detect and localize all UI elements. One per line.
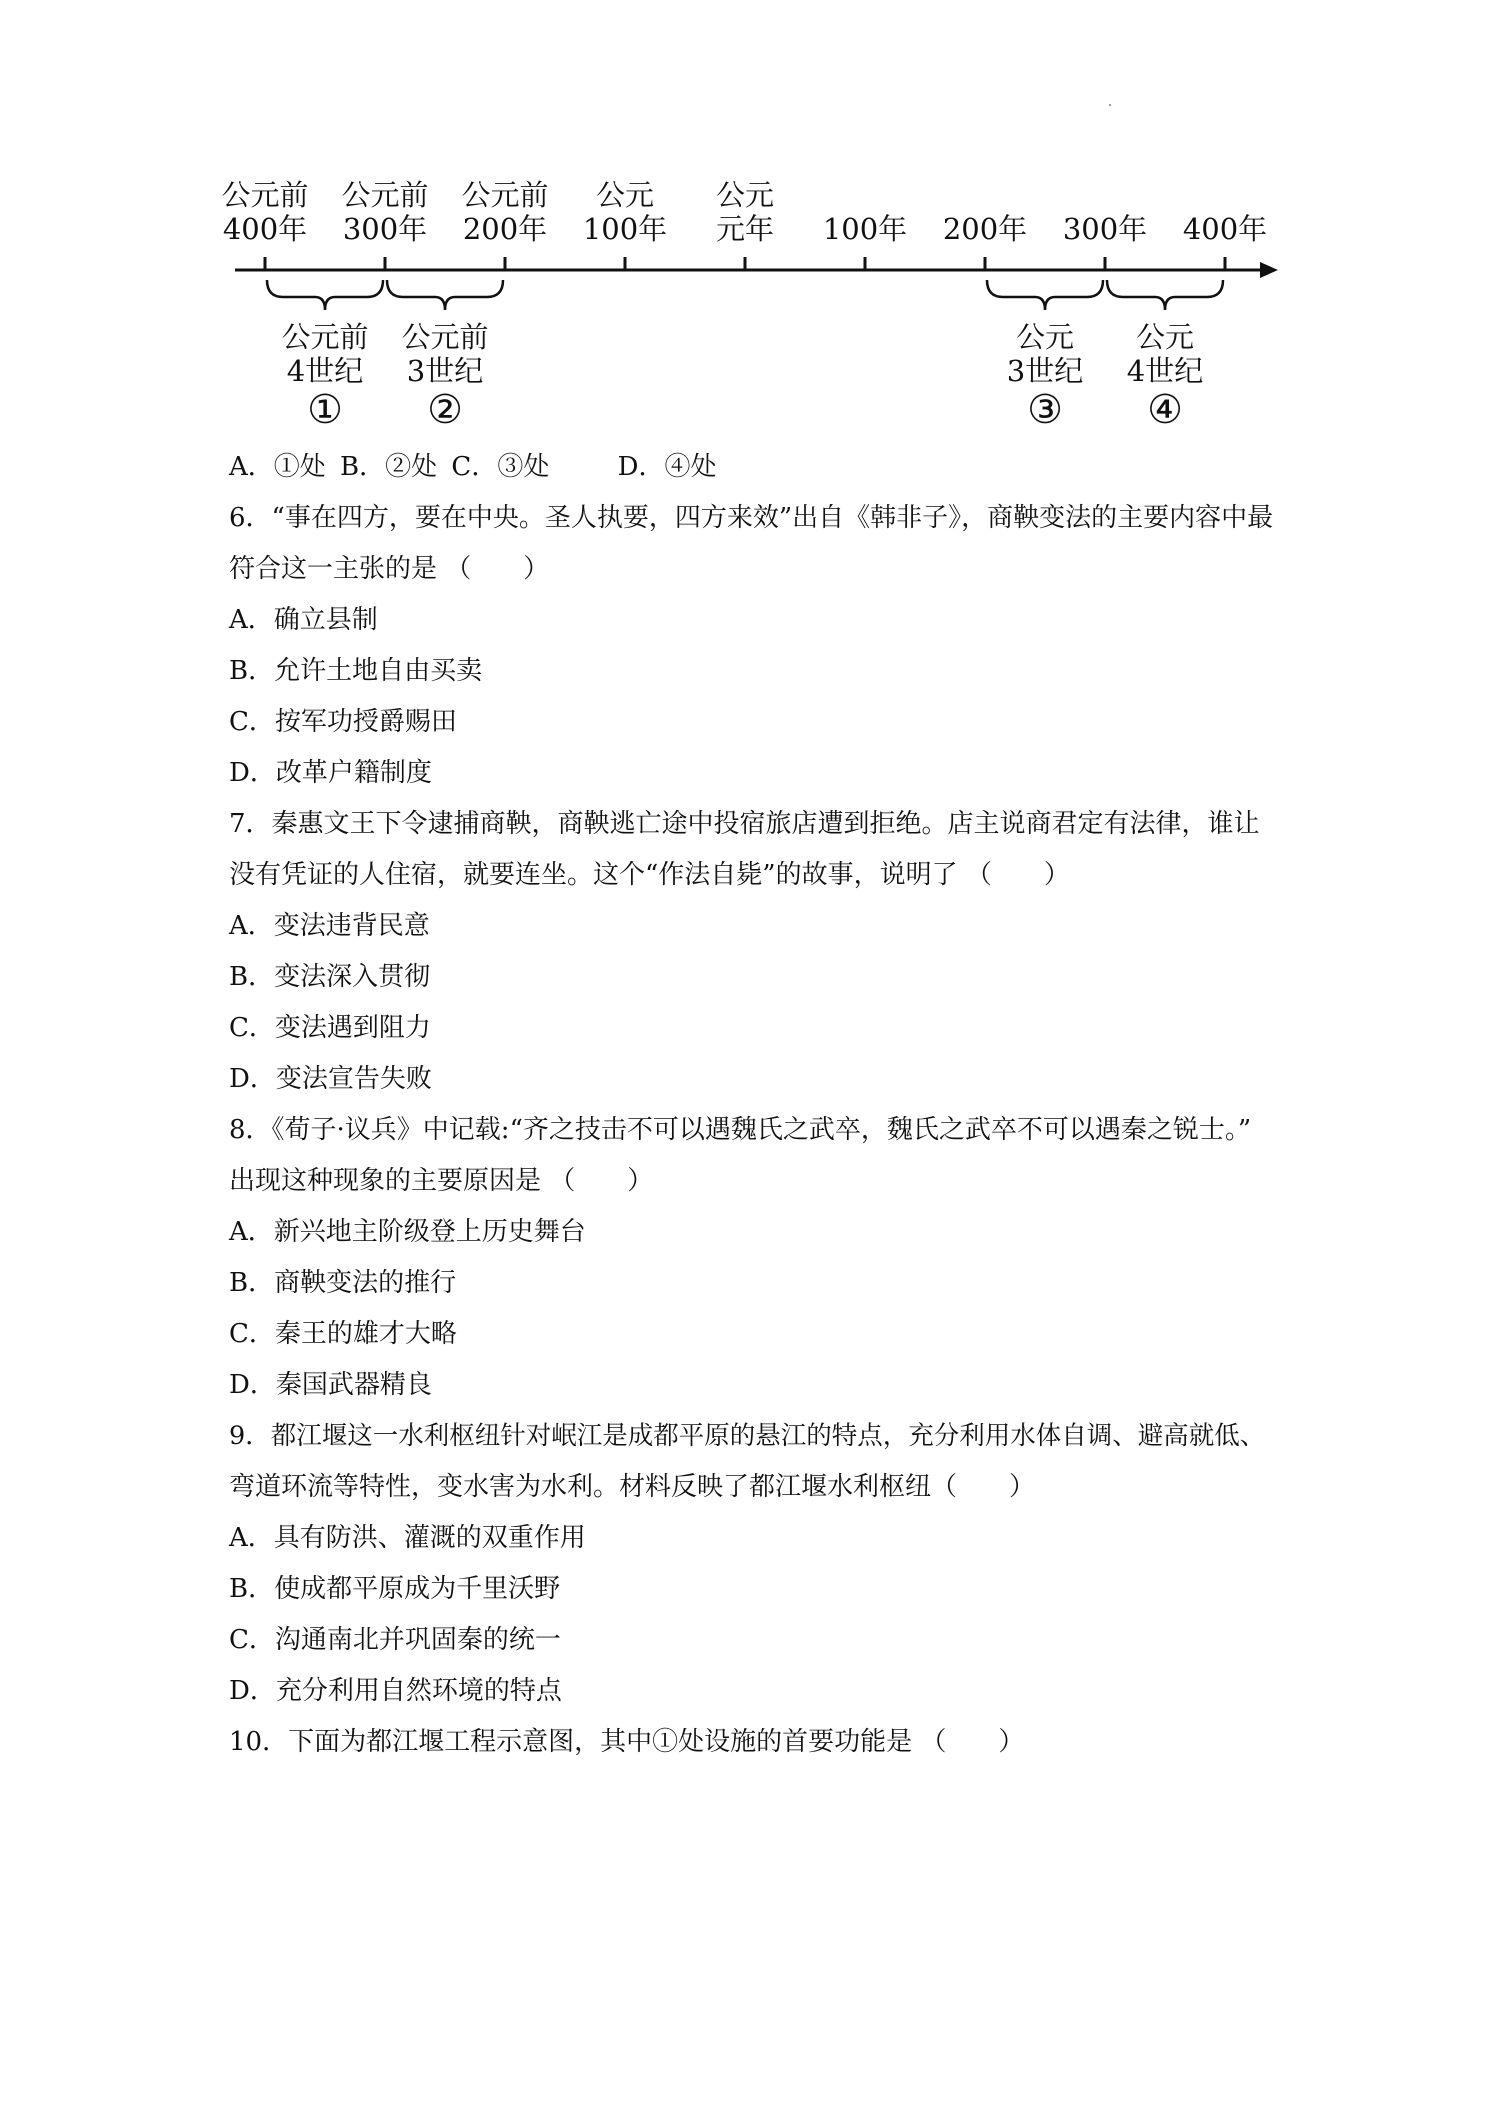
tick-label-7 xyxy=(1045,212,1165,246)
q5-option-a: A．①处 xyxy=(229,452,326,482)
tick-label-era: 公元前 xyxy=(461,178,549,212)
bracket-era: 公元前 xyxy=(401,320,489,354)
q7-stem-line1: 7．秦惠文王下令逮捕商鞅，商鞅逃亡途中投宿旅店遭到拒绝。店主说商君定有法律，谁让 xyxy=(229,809,1260,839)
q6-stem-line1: 6．“事在四方，要在中央。圣人执要，四方来效”出自《韩非子》，商鞅变法的主要内容中最 xyxy=(229,503,1274,533)
tick-label-year: 100年 xyxy=(582,212,668,246)
tick-label-era: 公元前 xyxy=(341,178,429,212)
tick-label-6 xyxy=(925,212,1045,246)
q9-option-d: D．充分利用自然环境的特点 xyxy=(229,1676,562,1706)
tick-label-8 xyxy=(1165,212,1285,246)
q8-option-b: B．商鞅变法的推行 xyxy=(229,1268,457,1298)
tick-label-year: 200年 xyxy=(942,212,1028,246)
tick-label-era: 公元 xyxy=(595,178,654,212)
tick-label-year: 200年 xyxy=(462,212,548,246)
timeline-figure xyxy=(220,165,1290,455)
brace-3 xyxy=(987,280,1103,310)
tick-label-era: 公元前 xyxy=(221,178,309,212)
q5-options xyxy=(229,450,716,484)
q7-stem-line2: 没有凭证的人住宿，就要连坐。这个“作法自毙”的故事，说明了 （ ） xyxy=(229,860,1070,890)
q8-option-c: C．秦王的雄才大略 xyxy=(229,1319,457,1349)
brace-4 xyxy=(1107,280,1223,310)
bracket-century: 4世纪 xyxy=(286,354,364,388)
scan-speck xyxy=(1109,104,1111,106)
tick-label-year: 元年 xyxy=(715,212,774,246)
q9-stem-line2: 弯道环流等特性，变水害为水利。材料反映了都江堰水利枢纽（ ） xyxy=(229,1472,1036,1502)
q6-option-c: C．按军功授爵赐田 xyxy=(229,707,457,737)
bracket-century: 3世纪 xyxy=(1006,354,1084,388)
q5-option-b: B．②处 xyxy=(340,452,438,482)
q7-option-a: A．变法违背民意 xyxy=(229,911,430,941)
q10-stem: 10．下面为都江堰工程示意图，其中①处设施的首要功能是 （ ） xyxy=(229,1727,1025,1757)
bracket-era: 公元 xyxy=(1135,320,1194,354)
q9-option-c: C．沟通南北并巩固秦的统一 xyxy=(229,1625,561,1655)
q8-stem-line1: 8．《荀子·议兵》中记载:“齐之技击不可以遇魏氏之武卒，魏氏之武卒不可以遇秦之锐士。” xyxy=(229,1115,1252,1145)
bracket-marker: ② xyxy=(427,387,463,433)
q8-stem-line2: 出现这种现象的主要原因是 （ ） xyxy=(229,1166,654,1196)
bracket-era: 公元 xyxy=(1015,320,1074,354)
q5-option-d: D．④处 xyxy=(617,452,717,482)
q6-option-d: D．改革户籍制度 xyxy=(229,758,432,788)
brace-2 xyxy=(387,280,503,310)
q6-option-b: B．允许土地自由买卖 xyxy=(229,656,483,686)
q8-option-d: D．秦国武器精良 xyxy=(229,1370,432,1400)
q6-stem-line2: 符合这一主张的是 （ ） xyxy=(229,554,550,584)
tick-label-3 xyxy=(565,178,685,246)
tick-label-4 xyxy=(685,178,805,246)
tick-label-year: 100年 xyxy=(822,212,908,246)
tick-label-year: 400年 xyxy=(1182,212,1268,246)
brace-1 xyxy=(267,280,383,310)
tick-label-year: 300年 xyxy=(1062,212,1148,246)
q7-option-c: C．变法遇到阻力 xyxy=(229,1013,431,1043)
tick-label-2 xyxy=(445,178,565,246)
q7-option-b: B．变法深入贯彻 xyxy=(229,962,431,992)
bracket-era: 公元前 xyxy=(281,320,369,354)
bracket-label-1 xyxy=(265,320,385,432)
timeline-ticks xyxy=(265,257,1225,270)
bracket-century: 3世纪 xyxy=(406,354,484,388)
tick-label-year: 400年 xyxy=(222,212,308,246)
q9-option-b: B．使成都平原成为千里沃野 xyxy=(229,1574,561,1604)
bracket-marker: ③ xyxy=(1027,387,1063,433)
bracket-marker: ① xyxy=(307,387,343,433)
bracket-label-3 xyxy=(985,320,1105,432)
tick-label-0 xyxy=(205,178,325,246)
q9-stem-line1: 9．都江堰这一水利枢纽针对岷江是成都平原的悬江的特点，充分利用水体自调、避高就低、 xyxy=(229,1421,1266,1451)
bracket-label-2 xyxy=(385,320,505,432)
timeline-arrow-icon xyxy=(1260,262,1278,278)
q6-option-a: A．确立县制 xyxy=(229,605,378,635)
tick-label-year: 300年 xyxy=(342,212,428,246)
bracket-marker: ④ xyxy=(1147,387,1183,433)
q7-option-d: D．变法宣告失败 xyxy=(229,1064,432,1094)
q9-option-a: A．具有防洪、灌溉的双重作用 xyxy=(229,1523,586,1553)
q8-option-a: A．新兴地主阶级登上历史舞台 xyxy=(229,1217,586,1247)
tick-label-5 xyxy=(805,212,925,246)
q5-option-c: C．③处 xyxy=(451,452,550,482)
tick-label-era: 公元 xyxy=(715,178,774,212)
bracket-label-4 xyxy=(1105,320,1225,432)
bracket-century: 4世纪 xyxy=(1126,354,1204,388)
tick-label-1 xyxy=(325,178,445,246)
